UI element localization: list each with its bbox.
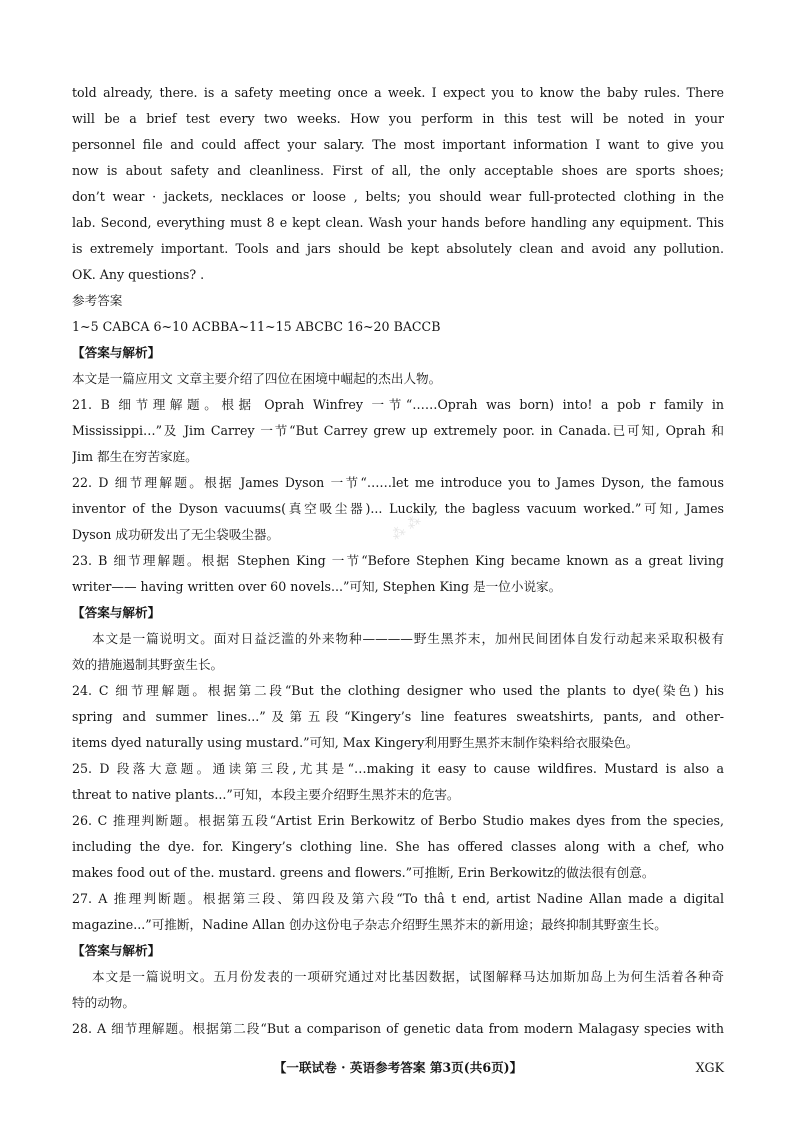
text-line: 24. C 细节理解题。根据第二段“But the clothing designer who used the plants to dye(染色) his (72, 683, 724, 698)
text-line: 21. B 细节理解题。根据 Oprah Winfrey 一节“……Oprah was born) into! a pob r family in (72, 397, 724, 412)
text-line: 28. A 细节理解题。根据第二段“But a comparison of genetic data from modern Malagasy species with (72, 1021, 724, 1036)
text-line: is extremely important. Tools and jars should be kept absolutely clean and avoid any pollution. (72, 241, 724, 256)
text-line: OK. Any questions? . (72, 267, 205, 282)
text-line: don’t wear · jackets, necklaces or loose , belts; you should wear full-protected clothing in the (72, 189, 724, 204)
text-line: Jim 都生在穷苦家庭。 (72, 449, 198, 464)
text-line: 特的动物。 (72, 995, 135, 1010)
text-line: writer—— having written over 60 novels...”可知, Stephen King 是一位小说家。 (72, 579, 562, 594)
text-line: 27. A 推理判断题。根据第三段、第四段及第六段“To thâ t end, artist Nadine Allan made a digital (72, 891, 724, 906)
text-line: personnel file and could affect your salary. The most important information I want to give you (72, 137, 724, 152)
text-line: Mississippi…”及 Jim Carrey 一节“But Carrey grew up extremely poor. in Canada.已可知, Oprah 和 (72, 423, 724, 438)
document-body (72, 80, 724, 1042)
text-line: 22. D 细节理解题。根据 James Dyson 一节“……let me introduce you to James Dyson, the famous (72, 475, 724, 490)
answer-key: 1~5 CABCA 6~10 ACBBA~11~15 ABCBC 16~20 BACCB (72, 319, 441, 334)
footer-title: 【一联试卷 · 英语参考答案 第3页(共6页)】 (273, 1060, 523, 1075)
text-line: 本文是一篇应用文 文章主要介绍了四位在困境中崛起的杰出人物。 (72, 371, 442, 386)
text-line: including the dye. for. Kingery’s clothing line. She has offered classes along with a chef, who (72, 839, 724, 854)
text-line: items dyed naturally using mustard.”可知, Max Kingery利用野生黑芥末制作染料给衣服染色。 (72, 735, 639, 750)
text-line: will be a brief test every two weeks. How you perform in this test will be noted in your (72, 111, 724, 126)
text-line: 26. C 推理判断题。根据第五段“Artist Erin Berkowitz of Berbo Studio makes dyes from the species, (72, 813, 724, 828)
text-line: told already, there. is a safety meeting once a week. I expect you to know the baby rules. There (72, 85, 724, 100)
text-line: lab. Second, everything must 8 e kept clean. Wash your hands before handling any equipment. This (72, 215, 724, 230)
text-line: threat to native plants...”可知，本段主要介绍野生黑芥末的危害。 (72, 787, 460, 802)
watermark: ⁂ ⁂ (388, 512, 425, 544)
text-line: spring and summer lines...”及第五段“Kingery’s line features sweatshirts, pants, and other- (72, 709, 724, 724)
section-heading: 【答案与解析】 (72, 345, 161, 360)
text-line: 25. D 段落大意题。通读第三段,尤其是“…making it easy to cause wildfires. Mustard is also a (72, 761, 724, 776)
text-line: 本文是一篇说明文。五月份发表的一项研究通过对比基因数据，试图解释马达加斯加岛上为何生活着各种奇 (92, 969, 724, 984)
page-footer (72, 1057, 724, 1079)
text-line: 效的措施遏制其野蛮生长。 (72, 657, 224, 672)
footer-code: XGK (695, 1060, 724, 1075)
text-line: inventor of the Dyson vacuums(真空吸尘器)... Luckily, the bagless vacuum worked.”可知, James (72, 501, 724, 516)
text-line: magazine...”可推断，Nadine Allan 创办这份电子杂志介绍野生黑芥末的新用途；最终抑制其野蛮生长。 (72, 917, 667, 932)
section-heading: 【答案与解析】 (72, 605, 161, 620)
text-line: now is about safety and cleanliness. First of all, the only acceptable shoes are sports shoes; (72, 163, 724, 178)
text-line: makes food out of the. mustard. greens and flowers.”可推断, Erin Berkowitz的做法很有创意。 (72, 865, 655, 880)
text-line: Dyson 成功研发出了无尘袋吸尘器。 (72, 527, 280, 542)
section-heading: 【答案与解析】 (72, 943, 161, 958)
section-label: 参考答案 (72, 293, 123, 308)
text-line: 本文是一篇说明文。面对日益泛滥的外来物种————野生黑芥末，加州民间团体自发行动起来采取积极有 (92, 631, 724, 646)
text-line: 23. B 细节理解题。根据 Stephen King 一节“Before Stephen King became known as a great living (72, 553, 724, 568)
